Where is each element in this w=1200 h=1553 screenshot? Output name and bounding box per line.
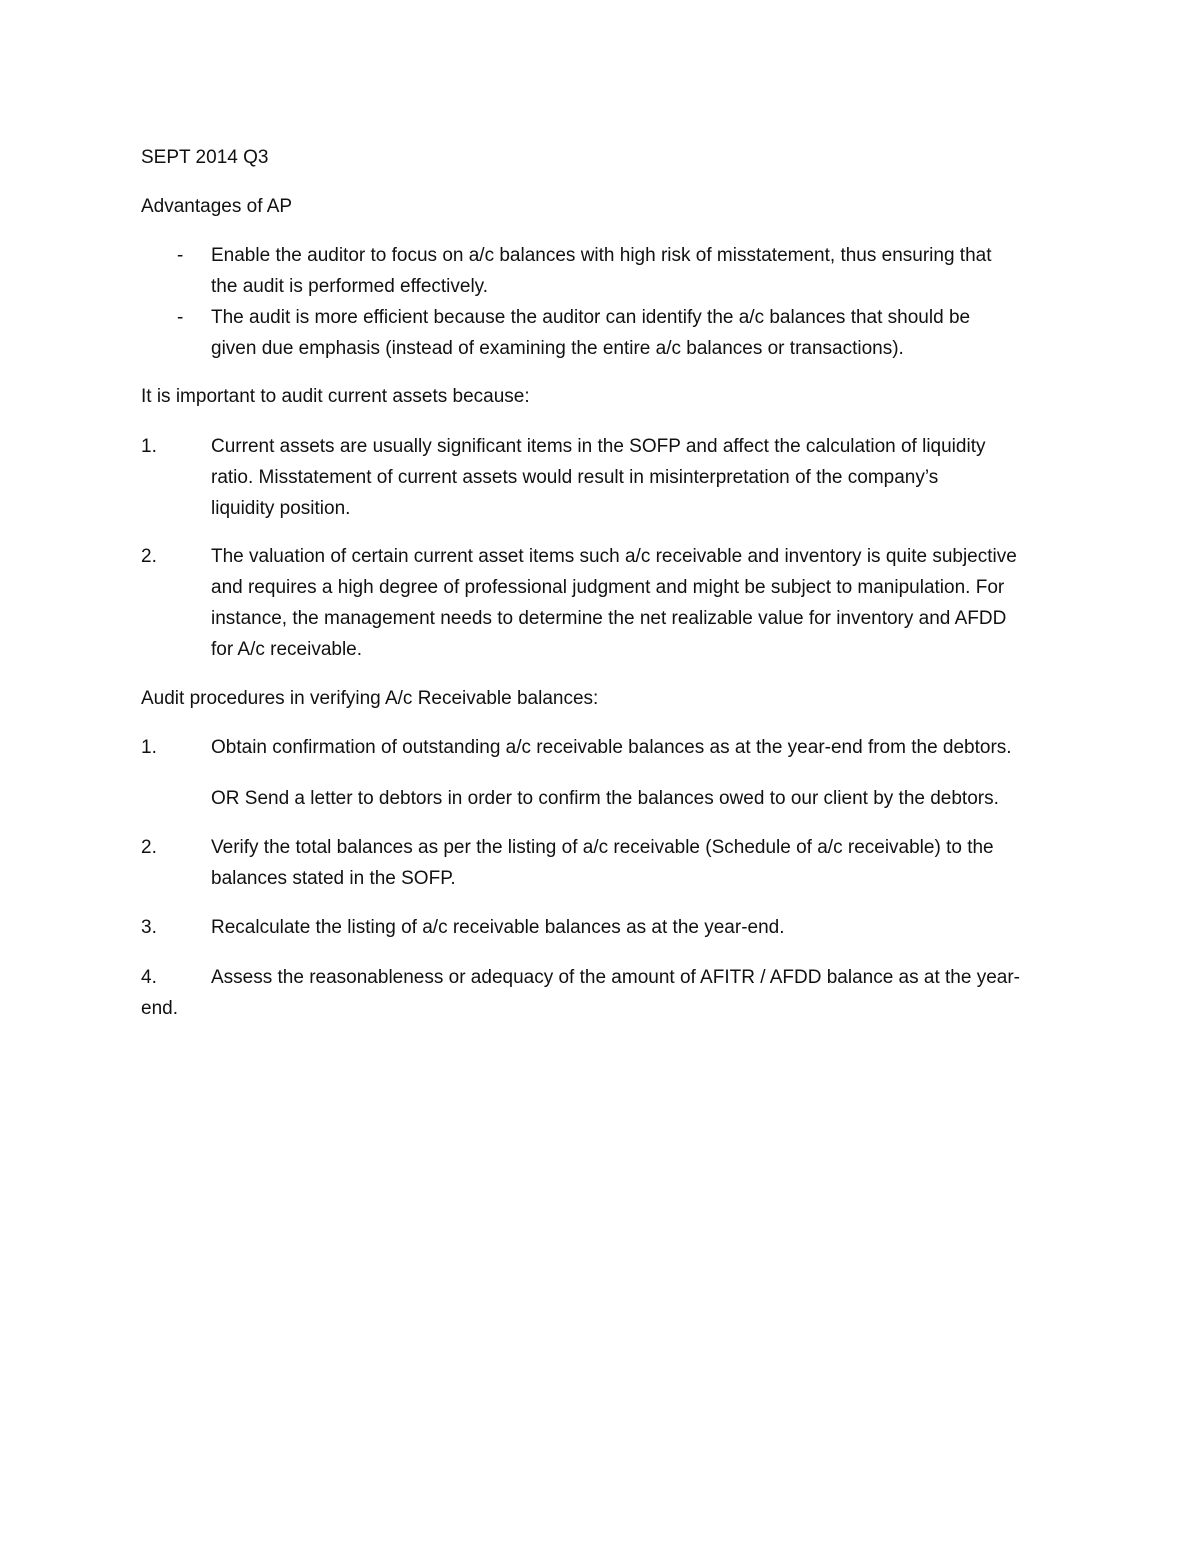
item-number: 4. bbox=[141, 967, 157, 988]
bullet-dash: - bbox=[177, 245, 184, 266]
item-number: 2. bbox=[141, 546, 157, 567]
document-title: SEPT 2014 Q3 bbox=[141, 147, 269, 168]
procedures-item-1 bbox=[141, 732, 1071, 763]
procedures-item-3 bbox=[141, 912, 1071, 943]
advantages-item-2-line-2: given due emphasis (instead of examining the entire a/c balances or transactions). bbox=[211, 338, 904, 359]
procedures-item-1-alt-line: OR Send a letter to debtors in order to confirm the balances owed to our client by the debtors. bbox=[211, 788, 999, 809]
current-assets-item-2-line-1: The valuation of certain current asset items such a/c receivable and inventory is quite subjective bbox=[211, 546, 1017, 567]
procedures-item-3-line-1: Recalculate the listing of a/c receivable balances as at the year-end. bbox=[211, 917, 785, 938]
procedures-item-2-line-2: balances stated in the SOFP. bbox=[211, 868, 456, 889]
procedures-item-1-alternative bbox=[141, 783, 1071, 814]
item-number: 2. bbox=[141, 837, 157, 858]
advantages-item-1-line-1: Enable the auditor to focus on a/c balances with high risk of misstatement, thus ensuring that bbox=[211, 245, 992, 266]
advantages-item-2 bbox=[141, 302, 1071, 364]
item-number: 1. bbox=[141, 737, 157, 758]
current-assets-item-1-line-2: ratio. Misstatement of current assets would result in misinterpretation of the company’s bbox=[211, 467, 939, 488]
current-assets-item-1-line-3: liquidity position. bbox=[211, 498, 351, 519]
procedures-item-4-line-2: end. bbox=[141, 998, 178, 1019]
current-assets-item-2 bbox=[141, 541, 1071, 665]
procedures-item-4 bbox=[141, 962, 1020, 1024]
procedures-item-2-line-1: Verify the total balances as per the listing of a/c receivable (Schedule of a/c receivable) to the bbox=[211, 837, 994, 858]
advantages-item-2-line-1: The audit is more efficient because the auditor can identify the a/c balances that should be bbox=[211, 307, 971, 328]
current-assets-item-2-line-4: for A/c receivable. bbox=[211, 639, 363, 660]
current-assets-item-1 bbox=[141, 431, 1071, 524]
procedures-heading: Audit procedures in verifying A/c Receivable balances: bbox=[141, 688, 599, 709]
item-number: 1. bbox=[141, 436, 157, 457]
advantages-item-1-line-2: the audit is performed effectively. bbox=[211, 276, 489, 297]
current-assets-item-2-line-3: instance, the management needs to determine the net realizable value for inventory and AFDD bbox=[211, 608, 1007, 629]
item-number: 3. bbox=[141, 917, 157, 938]
advantages-item-1 bbox=[141, 240, 1071, 302]
current-assets-item-1-line-1: Current assets are usually significant items in the SOFP and affect the calculation of liquidity bbox=[211, 436, 986, 457]
current-assets-item-2-line-2: and requires a high degree of professional judgment and might be subject to manipulation. For bbox=[211, 577, 1005, 598]
advantages-heading: Advantages of AP bbox=[141, 196, 293, 217]
bullet-dash: - bbox=[177, 307, 184, 328]
procedures-item-1-line-1: Obtain confirmation of outstanding a/c receivable balances as at the year-end from the debtors. bbox=[211, 737, 1012, 758]
current-assets-heading: It is important to audit current assets because: bbox=[141, 386, 530, 407]
procedures-item-4-line-1: Assess the reasonableness or adequacy of the amount of AFITR / AFDD balance as at the year- bbox=[211, 967, 1020, 988]
procedures-item-2 bbox=[141, 832, 1071, 894]
